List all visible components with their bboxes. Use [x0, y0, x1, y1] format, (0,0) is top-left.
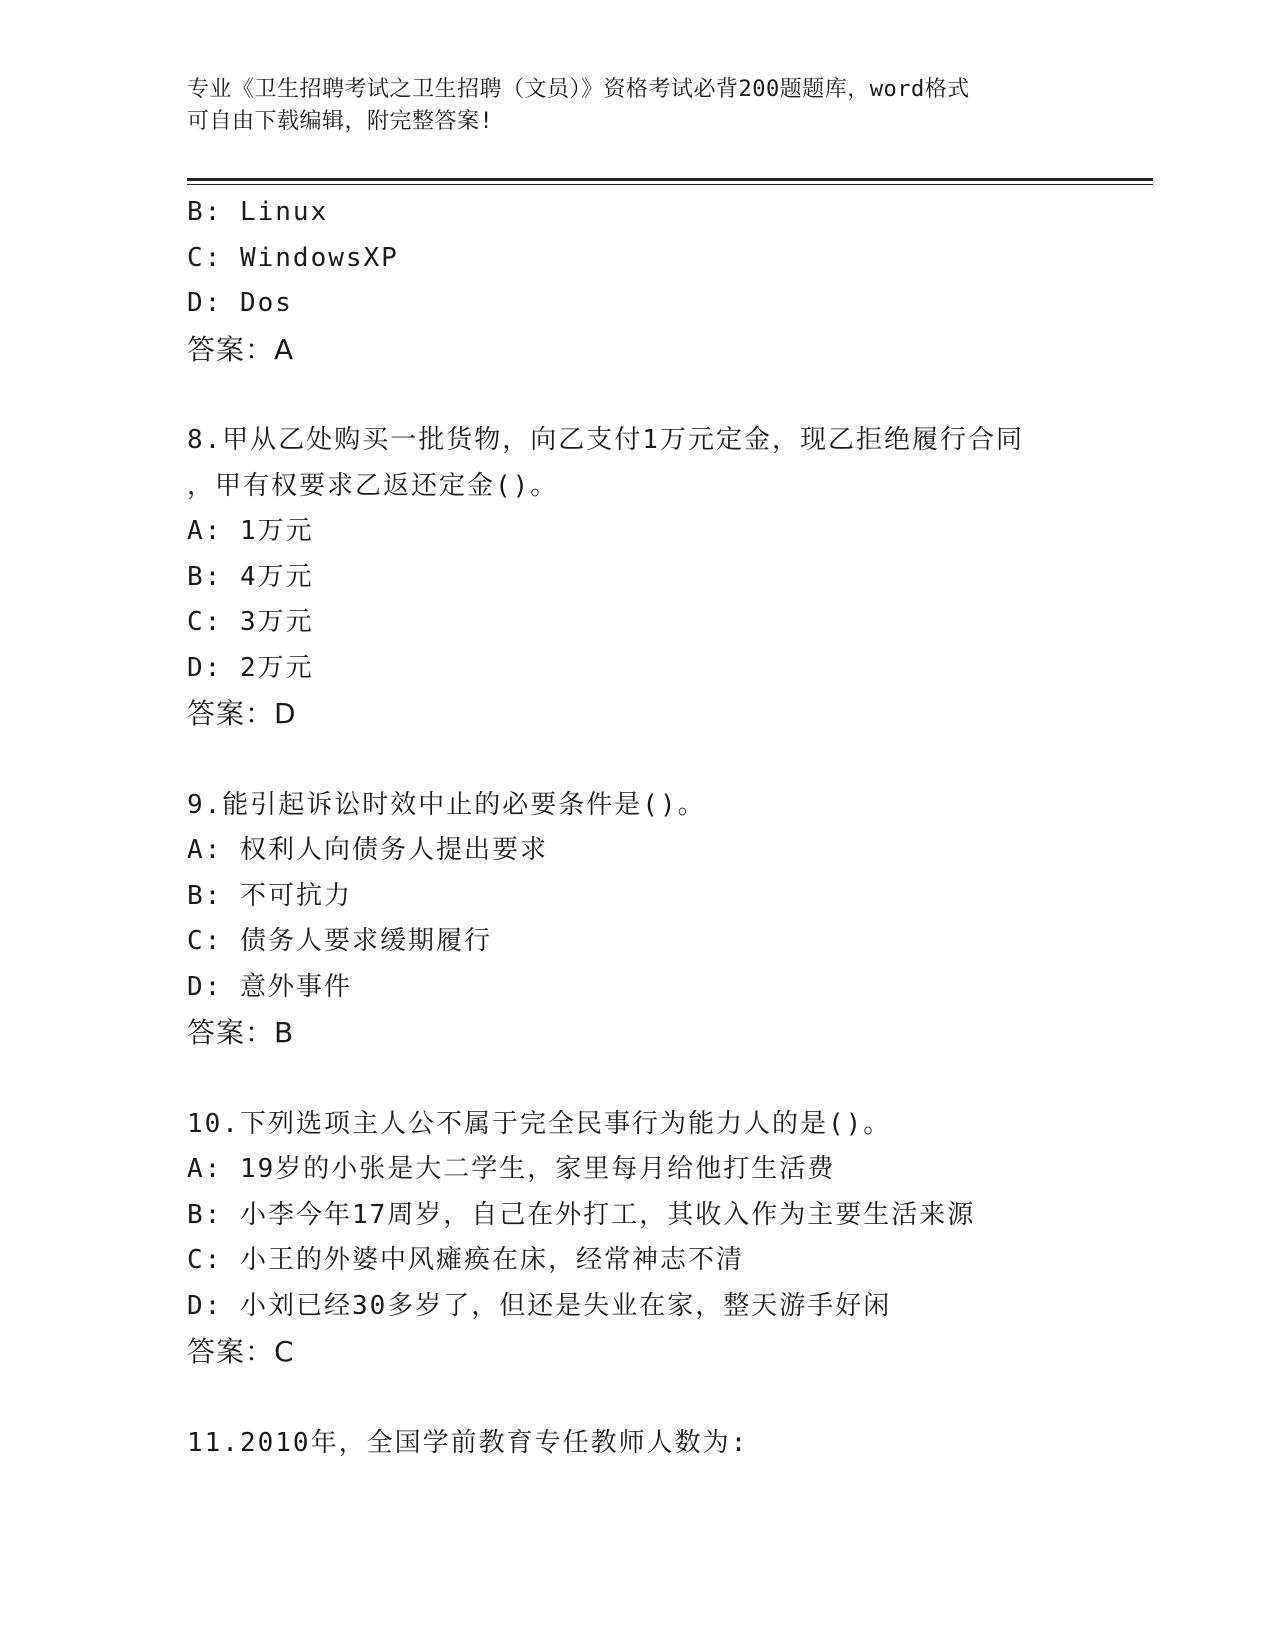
- spacer: [187, 372, 1147, 418]
- option-c: C: 小王的外婆中风瘫痪在床，经常神志不清: [187, 1245, 744, 1275]
- option-b: B: 不可抗力: [187, 880, 352, 911]
- answer-line: 答案：A: [187, 332, 295, 366]
- spacer: [187, 1056, 1147, 1102]
- option-a: A: 1万元: [187, 516, 314, 546]
- answer-line: 答案：D: [187, 697, 297, 730]
- option-c: C: 债务人要求缓期履行: [187, 926, 492, 956]
- question-10: [187, 1102, 1147, 1375]
- spacer: [187, 737, 1147, 783]
- question-9: [187, 783, 1147, 1056]
- header-divider-thin: [187, 184, 1153, 185]
- option-d: D: 小刘已经30多岁了，但还是失业在家，整天游手好闲: [187, 1290, 892, 1321]
- question-7: [187, 190, 1147, 372]
- option-c: C: WindowsXP: [187, 242, 399, 273]
- question-stem-line-1: 8.甲从乙处购买一批货物，向乙支付1万元定金，现乙拒绝履行合同: [187, 425, 1024, 455]
- question-stem: 11.2010年，全国学前教育专任教师人数为:: [187, 1427, 749, 1458]
- question-stem: 9.能引起诉讼时效中止的必要条件是()。: [187, 789, 706, 820]
- document-header: [187, 74, 1067, 138]
- option-b: B: 小李今年17周岁，自己在外打工，其收入作为主要生活来源: [187, 1199, 976, 1230]
- answer-line: 答案：C: [187, 1335, 295, 1368]
- question-stem-line-2: ，甲有权要求乙返还定金()。: [187, 470, 559, 501]
- answer-line: 答案：B: [187, 1016, 295, 1049]
- option-b: B: Linux: [187, 197, 329, 227]
- question-stem: 10.下列选项主人公不属于完全民事行为能力人的是()。: [187, 1108, 892, 1139]
- question-11: [187, 1421, 1147, 1467]
- header-divider-thick: [187, 178, 1153, 181]
- option-c: C: 3万元: [187, 607, 314, 637]
- option-a: A: 19岁的小张是大二学生，家里每月给他打生活费: [187, 1154, 836, 1184]
- option-b: B: 4万元: [187, 561, 314, 592]
- option-d: D: Dos: [187, 288, 293, 318]
- header-title-line-1: 专业《卫生招聘考试之卫生招聘（文员）》资格考试必背200题题库，word格式: [187, 77, 970, 102]
- question-list: [187, 190, 1147, 1466]
- spacer: [187, 1375, 1147, 1421]
- question-8: [187, 418, 1147, 737]
- option-d: D: 意外事件: [187, 971, 352, 1002]
- option-d: D: 2万元: [187, 652, 314, 683]
- option-a: A: 权利人向债务人提出要求: [187, 835, 548, 865]
- header-title-line-2: 可自由下载编辑，附完整答案!: [187, 109, 494, 134]
